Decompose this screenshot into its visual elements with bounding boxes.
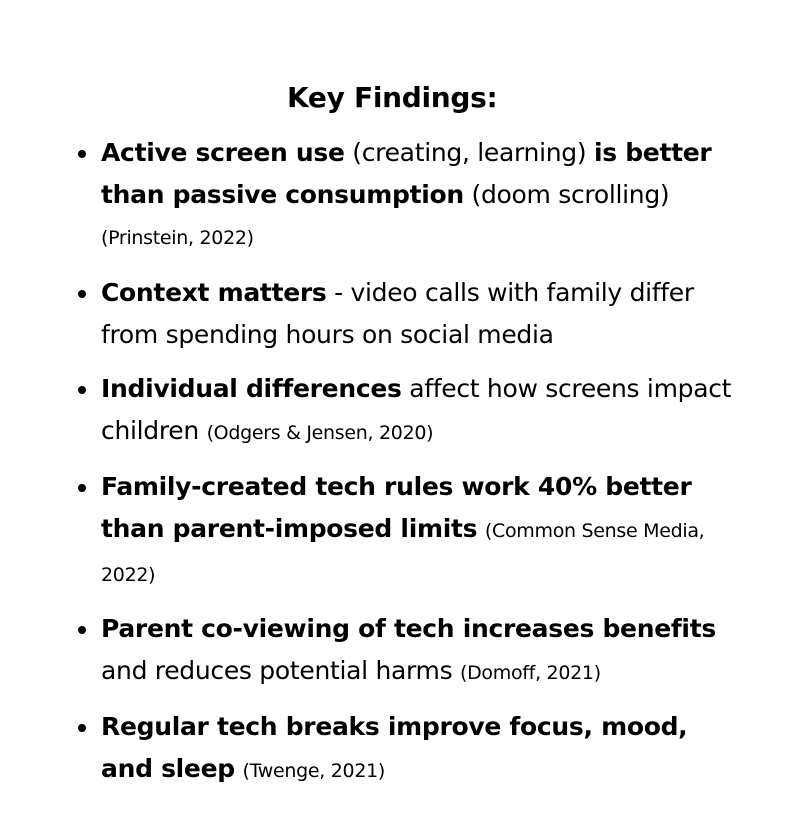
finding-item-active-screen-use <box>0 132 803 260</box>
finding-bold-text: Family-created tech rules work 40% better than parent-imposed limits <box>101 472 692 543</box>
finding-item-tech-breaks <box>0 706 803 792</box>
finding-item-family-tech-rules <box>0 466 803 596</box>
finding-bold-text: Individual differences <box>101 374 402 403</box>
finding-bold-text: Context matters <box>101 278 327 307</box>
finding-text: (creating, learning) <box>344 138 594 167</box>
finding-text: (doom scrolling) <box>463 180 670 209</box>
findings-list <box>0 132 803 804</box>
bullet-dot-icon <box>78 290 86 298</box>
finding-item-context-matters <box>0 272 803 356</box>
finding-text: - video calls with family differ from spending hours on social media <box>101 278 694 349</box>
bullet-dot-icon <box>78 484 86 492</box>
bullet-dot-icon <box>78 386 86 394</box>
section-heading: Key Findings: <box>287 81 498 114</box>
finding-citation: (Prinstein, 2022) <box>101 227 254 249</box>
finding-bold-text: Regular tech breaks improve focus, mood, and sleep <box>101 712 688 783</box>
bullet-dot-icon <box>78 724 86 732</box>
finding-bold-text: Active screen use <box>101 138 345 167</box>
finding-text <box>477 514 485 543</box>
finding-citation: (Domoff, 2021) <box>459 662 601 684</box>
finding-bold-text: Parent co-viewing of tech increases benefits <box>101 614 716 643</box>
finding-text: affect how screens impact children <box>101 374 732 445</box>
finding-item-parent-co-viewing <box>0 608 803 694</box>
finding-citation: (Common Sense Media, 2022) <box>101 520 705 586</box>
finding-citation: (Odgers & Jensen, 2020) <box>206 422 434 444</box>
finding-bold-text: is better than passive consumption <box>101 138 712 209</box>
bullet-dot-icon <box>78 626 86 634</box>
finding-item-individual-differences <box>0 368 803 454</box>
bullet-dot-icon <box>78 150 86 158</box>
finding-text: and reduces potential harms <box>101 656 460 685</box>
finding-citation: (Twenge, 2021) <box>242 760 386 782</box>
